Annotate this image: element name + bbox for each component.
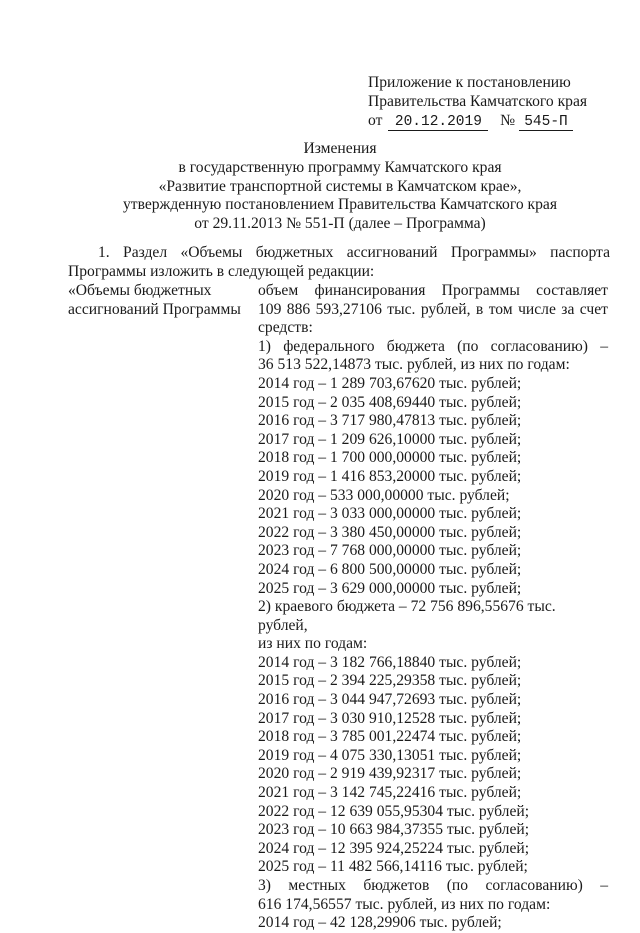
federal-heading-line-2: 36 513 522,14873 тыс. рублей, из них по годам: (258, 356, 570, 374)
appendix-block (368, 73, 587, 131)
section-label (68, 282, 243, 319)
federal-year-row: 2020 год – 533 000,00000 тыс. рублей; (258, 486, 510, 504)
federal-year-row: 2014 год – 1 289 703,67620 тыс. рублей; (258, 374, 522, 392)
paragraph-line-2: Программы изложить в следующей редакции: (68, 262, 375, 280)
regional-year-row: 2018 год – 3 785 001,22474 тыс. рублей; (258, 728, 522, 746)
local-year-row: 2014 год – 42 128,29906 тыс. рублей; (258, 914, 502, 932)
decree-number: 545-П (519, 114, 573, 131)
decree-date: 20.12.2019 (388, 114, 488, 131)
regional-heading-line-1: 2) краевого бюджета – 72 756 896,55676 тыс. рублей, (258, 598, 556, 634)
federal-year-row: 2018 год – 1 700 000,00000 тыс. рублей; (258, 449, 522, 467)
regional-year-row: 2020 год – 2 919 439,92317 тыс. рублей; (258, 765, 522, 783)
section-content (258, 282, 608, 933)
regional-year-row: 2015 год – 2 394 225,29358 тыс. рублей; (258, 672, 522, 690)
heading-line-4: утвержденную постановлением Правительства Камчатского края (122, 196, 558, 214)
appendix-date-row (368, 111, 587, 131)
paragraph-1 (68, 244, 610, 281)
regional-heading-line-2: из них по годам: (258, 635, 368, 653)
federal-year-row: 2025 год – 3 629 000,00000 тыс. рублей; (258, 579, 522, 597)
appendix-line-2: Правительства Камчатского края (368, 93, 588, 110)
heading-title: Изменения (303, 140, 377, 157)
regional-year-row: 2023 год – 10 663 984,37355 тыс. рублей; (258, 821, 530, 839)
federal-year-row: 2024 год – 6 800 500,00000 тыс. рублей; (258, 560, 522, 578)
federal-year-row: 2015 год – 2 035 408,69440 тыс. рублей; (258, 393, 522, 411)
heading-line-2: в государственную программу Камчатского края (178, 158, 502, 176)
federal-year-row: 2023 год – 7 768 000,00000 тыс. рублей; (258, 542, 522, 560)
federal-heading-line-1: 1) федерального бюджета (по согласованию) – (258, 337, 608, 355)
federal-year-row: 2022 год – 3 380 450,00000 тыс. рублей; (258, 523, 522, 541)
document-heading (100, 140, 580, 234)
regional-year-row: 2022 год – 12 639 055,95304 тыс. рублей; (258, 802, 530, 820)
regional-year-row: 2019 год – 4 075 330,13051 тыс. рублей; (258, 746, 522, 764)
from-label: от (368, 112, 383, 129)
regional-year-row: 2017 год – 3 030 910,12528 тыс. рублей; (258, 709, 522, 727)
federal-year-row: 2017 год – 1 209 626,10000 тыс. рублей; (258, 430, 522, 448)
regional-year-row: 2016 год – 3 044 947,72693 тыс. рублей; (258, 691, 522, 709)
intro-line-3: средств: (258, 319, 313, 337)
local-heading-line-2: 616 174,56557 тыс. рублей, из них по годам: (258, 895, 551, 913)
regional-year-row: 2025 год – 11 482 566,14116 тыс. рублей; (258, 858, 528, 876)
section-label-line-1: «Объемы бюджетных (68, 282, 212, 299)
regional-year-row: 2024 год – 12 395 924,25224 тыс. рублей; (258, 839, 530, 857)
federal-year-row: 2019 год – 1 416 853,20000 тыс. рублей; (258, 467, 522, 485)
regional-year-row: 2014 год – 3 182 766,18840 тыс. рублей; (258, 653, 522, 671)
federal-year-row: 2021 год – 3 033 000,00000 тыс. рублей; (258, 505, 522, 523)
paragraph-line-1: 1. Раздел «Объемы бюджетных ассигнований Программы» паспорта (98, 244, 610, 261)
heading-line-3: «Развитие транспортной системы в Камчатском крае», (158, 177, 522, 195)
local-heading-line-1: 3) местных бюджетов (по согласованию) – (258, 877, 608, 894)
regional-year-row: 2021 год – 3 142 745,22416 тыс. рублей; (258, 784, 522, 802)
intro-line-2: 109 886 593,27106 тыс. рублей, в том числе за счет (258, 300, 608, 318)
number-label: № (500, 112, 515, 129)
intro-line-1: объем финансирования Программы составляет (258, 282, 608, 299)
heading-line-5: от 29.11.2013 № 551-П (далее – Программа) (194, 215, 486, 233)
section-label-line-2: ассигнований Программы (68, 300, 241, 318)
federal-year-row: 2016 год – 3 717 980,47813 тыс. рублей; (258, 412, 522, 430)
appendix-line-1: Приложение к постановлению (368, 74, 571, 91)
